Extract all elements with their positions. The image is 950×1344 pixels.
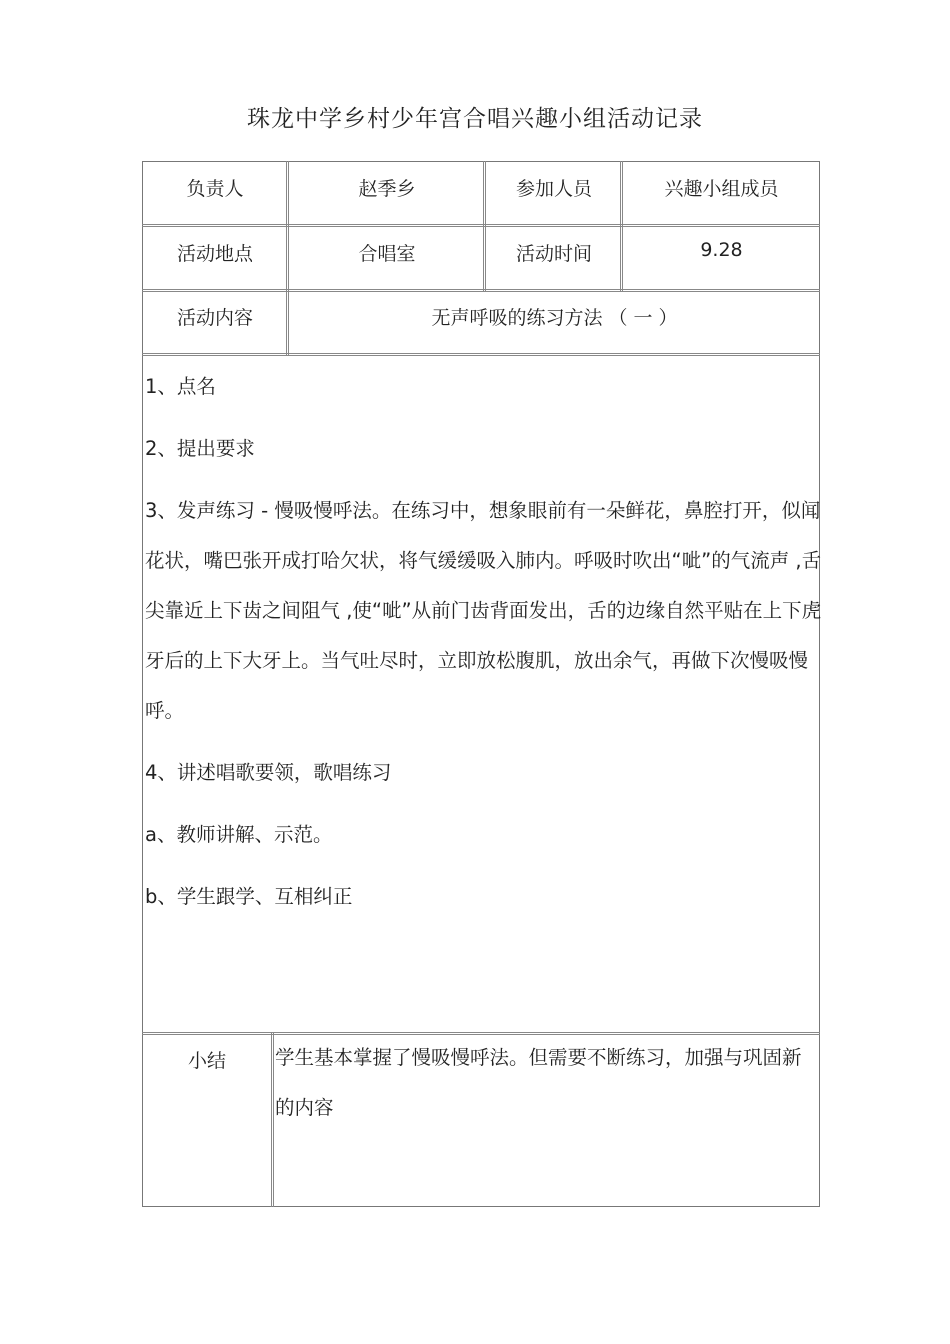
location-label: 活动地点 [176,243,253,265]
leader-label: 负责人 [186,178,244,200]
participants-label: 参加人员 [515,178,592,200]
row-divider [142,353,820,356]
step-item: 4、讲述唱歌要领，歌唱练习 [145,761,392,784]
step-item: 2、提出要求 [145,437,255,460]
row-divider [142,289,820,292]
time-value: 9.28 [700,239,743,261]
row-divider [142,224,820,227]
step-item: a、教师讲解、示范。 [145,823,333,846]
content-value: 无声呼吸的练习方法 （ 一 ） [431,307,678,329]
location-value: 合唱室 [358,243,416,265]
step-item: b、学生跟学、互相纠正 [145,885,353,908]
step-item: 1、点名 [145,375,216,398]
leader-value: 赵季乡 [358,178,416,200]
content-label: 活动内容 [176,307,253,329]
summary-label: 小结 [187,1050,226,1072]
activity-steps [145,362,835,934]
step-item: 3、发声练习 - 慢吸慢呼法。在练习中，想象眼前有一朵鲜花，鼻腔打开，似闻花状，嘴巴张开成打哈欠状，将气缓缓吸入肺内。呼吸时吹出“呲”的气流声 ,舌尖靠近上下齿之间阻气 ,使“呲”从前门齿背面发出，舌的边缘自然平贴在上下虎牙后的上下大牙上。当气吐尽时，立即放松腹肌，放出余气，再做下次慢吸慢呼。 [145,499,822,722]
time-label: 活动时间 [515,243,592,265]
participants-value: 兴趣小组成员 [664,178,779,200]
page-title: 珠龙中学乡村少年宫合唱兴趣小组活动记录 [247,106,703,132]
summary-text: 学生基本掌握了慢吸慢呼法。但需要不断练习，加强与巩固新的内容 [275,1046,802,1119]
